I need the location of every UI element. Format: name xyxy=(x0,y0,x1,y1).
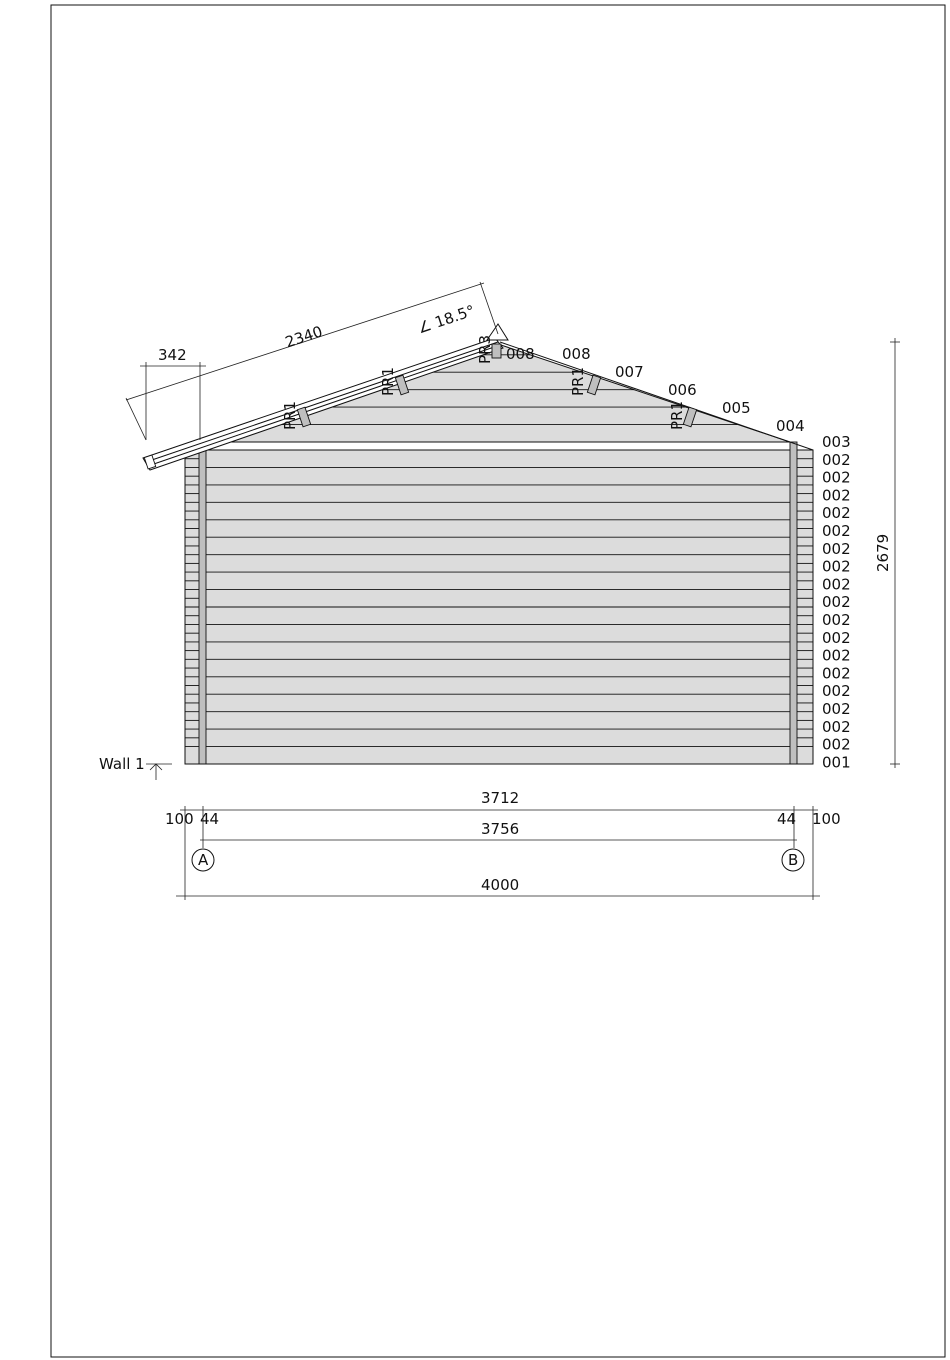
axis-a-label: A xyxy=(198,851,209,869)
wall-log-label: 002 xyxy=(822,628,851,647)
wall-log-label: 002 xyxy=(822,664,851,683)
wall-log-label: 002 xyxy=(822,450,851,469)
wall-log-label: 002 xyxy=(822,468,851,487)
purlin-label-1: PR1 xyxy=(281,400,299,430)
gable-log-label: 007 xyxy=(615,363,644,381)
wall-log-label: 002 xyxy=(822,575,851,594)
slope-dim-ext-left xyxy=(126,398,146,440)
wall-log-label: 002 xyxy=(822,486,851,505)
wall-log-label: 002 xyxy=(822,539,851,558)
slope-length-label: 2340 xyxy=(282,322,325,352)
dim-4000-label: 4000 xyxy=(481,876,520,894)
purlin-label-5: PR1 xyxy=(668,400,686,430)
dim-left-44: 44 xyxy=(200,810,220,828)
wall-log-label: 001 xyxy=(822,753,851,772)
axis-b-label: B xyxy=(788,851,799,869)
gable-log-label: 008 xyxy=(506,345,535,363)
dim-right-44: 44 xyxy=(777,810,797,828)
wall-log-label: 002 xyxy=(822,700,851,718)
wall-log-label: 002 xyxy=(822,593,851,612)
overhang-label: 342 xyxy=(158,346,187,364)
slope-dim-ext-right xyxy=(480,282,498,334)
wall-log-labels xyxy=(822,433,851,771)
purlin-label-4: PR1 xyxy=(569,366,587,396)
height-dim-label: 2679 xyxy=(874,533,892,572)
corner-post-left xyxy=(199,442,206,764)
wall-section-marker xyxy=(99,755,172,780)
wall-log-label: 002 xyxy=(822,504,851,523)
dim-right-100: 100 xyxy=(812,810,841,828)
gable-log-label: 005 xyxy=(722,399,751,417)
bottom-dimensions xyxy=(165,789,841,900)
wall-elevation xyxy=(185,344,813,764)
wall-log-label: 002 xyxy=(822,682,851,701)
wall-label: Wall 1 xyxy=(99,755,145,773)
dim-3756-label: 3756 xyxy=(481,820,520,838)
wall-log-label: 002 xyxy=(822,646,851,665)
purlin-label-2: PR1 xyxy=(379,366,397,396)
wall-log-label: 002 xyxy=(822,557,851,576)
wall-log-label: 003 xyxy=(822,433,851,451)
gable-log-label: 004 xyxy=(776,417,805,435)
wall-log-label: 002 xyxy=(822,735,851,754)
gable-log-label: 006 xyxy=(668,381,697,399)
gable-log-label: 008 xyxy=(562,345,591,363)
corner-post-right xyxy=(790,442,797,764)
wall-log-label: 002 xyxy=(822,717,851,736)
purlin-label-3: PR3 xyxy=(476,334,494,364)
wall-log-label: 002 xyxy=(822,611,851,629)
height-dimension xyxy=(874,338,900,768)
dim-3712-label: 3712 xyxy=(481,789,520,807)
wall-log-label: 002 xyxy=(822,522,851,540)
roof-angle-label: ∠ 18.5° xyxy=(415,301,478,338)
dim-left-100: 100 xyxy=(165,810,194,828)
